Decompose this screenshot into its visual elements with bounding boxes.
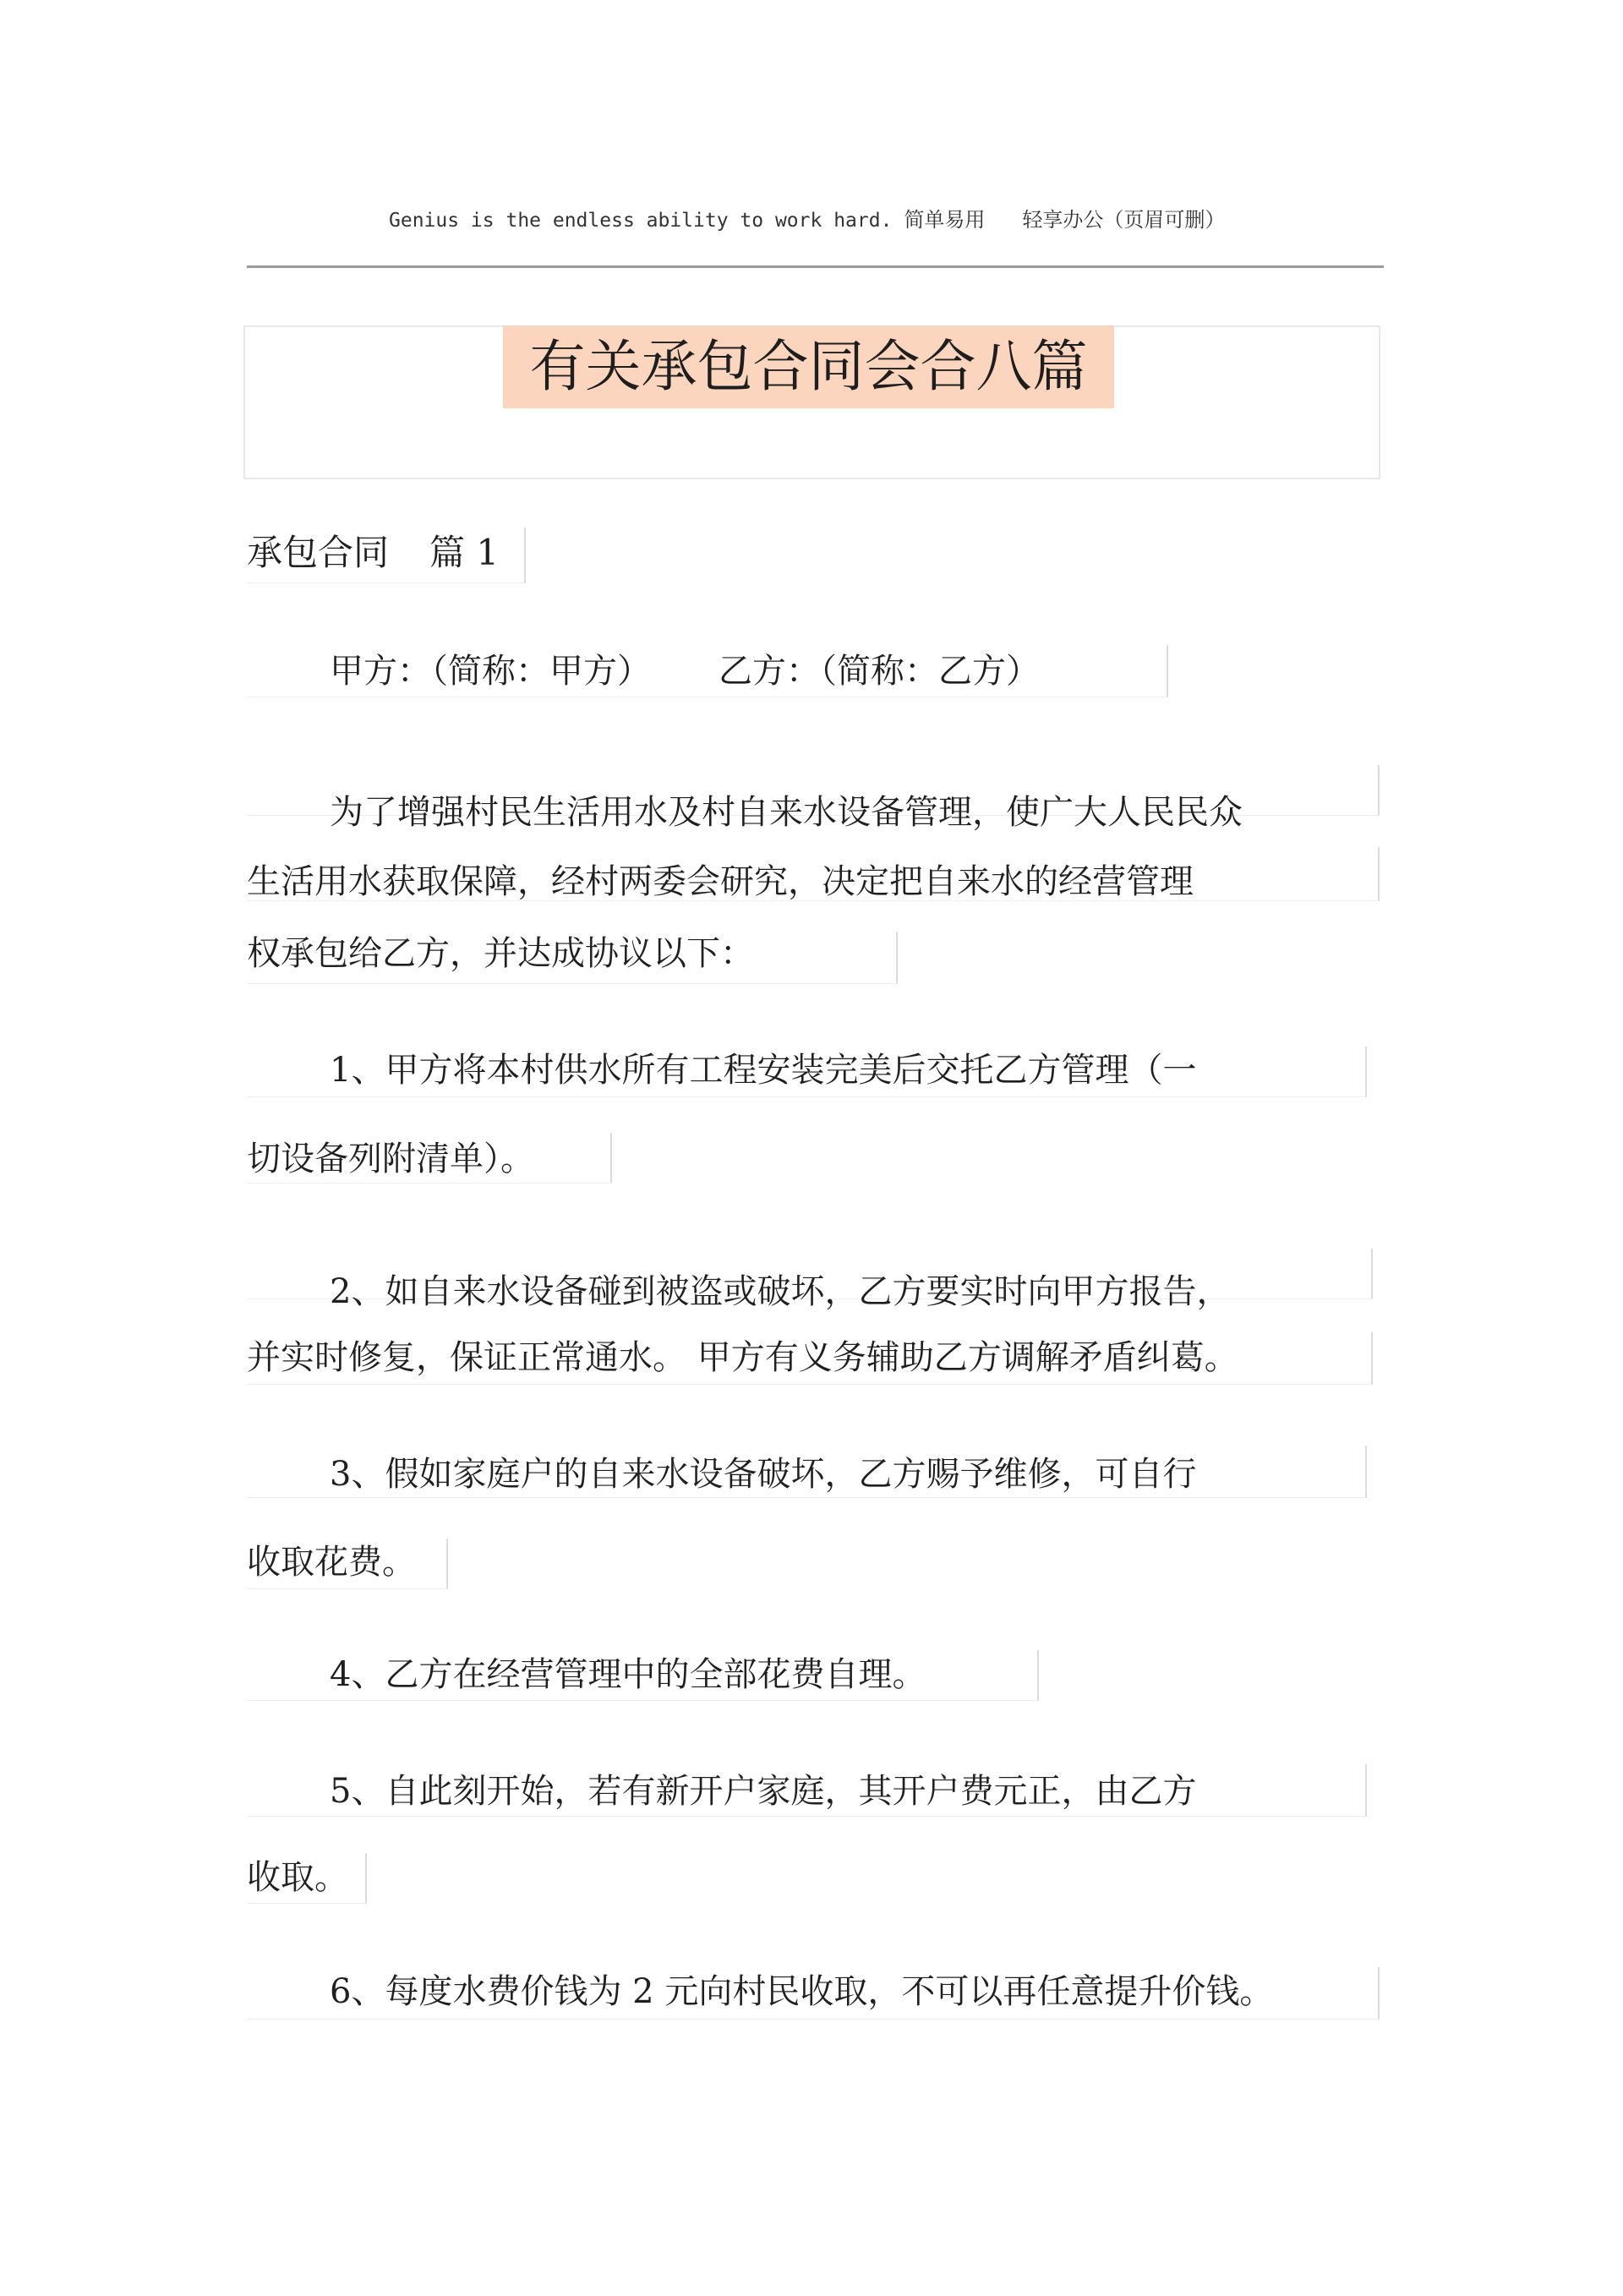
clause-5-line-1: 5、自此刻开始，若有新开户家庭，其开户费元正，由乙方: [330, 1772, 1197, 1811]
clause-3-line-1: 3、假如家庭户的自来水设备破坏，乙方赐予维修，可自行: [330, 1455, 1197, 1494]
document-title: 有关承包合同会合八篇: [503, 325, 1114, 408]
intro-line-2: 生活用水获取保障，经村两委会研究，决定把自来水的经营管理: [247, 862, 1194, 901]
header-motto: Genius is the endless ability to work hard.: [389, 210, 893, 232]
party-b: 乙方：（简称：乙方）: [719, 652, 1040, 691]
intro-line-3: 权承包给乙方，并达成协议以下：: [247, 934, 754, 973]
parties-line: [330, 649, 1040, 693]
section-heading: [247, 531, 499, 575]
clause-6-line-1: 6、每度水费价钱为 2 元向村民收取，不可以再任意提升价钱。: [330, 1972, 1274, 2011]
page-header: [389, 203, 1226, 232]
clause-3-line-2: 收取花费。: [247, 1543, 416, 1582]
intro-line-1: 为了增强村民生活用水及村自来水设备管理，使广大人民民众: [330, 793, 1243, 832]
clause-2-line-1: 2、如自来水设备碰到被盗或破坏，乙方要实时向甲方报告，: [330, 1272, 1231, 1311]
clause-5-line-2: 收取。: [247, 1858, 348, 1897]
header-tag-easy: 简单易用: [904, 208, 986, 232]
clause-4-line-1: 4、乙方在经营管理中的全部花费自理。: [330, 1655, 926, 1694]
header-divider: [247, 265, 1384, 268]
party-a: 甲方：（简称：甲方）: [330, 652, 651, 691]
clause-1-line-2: 切设备列附清单）。: [247, 1140, 534, 1178]
section-heading-label: 承包合同: [247, 532, 390, 573]
clause-1-line-1: 1、甲方将本村供水所有工程安装完美后交托乙方管理（一: [330, 1051, 1197, 1090]
clause-2-line-2: 并实时修复，保证正常通水。 甲方有义务辅助乙方调解矛盾纠葛。: [247, 1338, 1238, 1377]
header-tag-office: 轻享办公（页眉可删）: [1022, 208, 1226, 232]
section-index: 篇 1: [429, 532, 500, 573]
